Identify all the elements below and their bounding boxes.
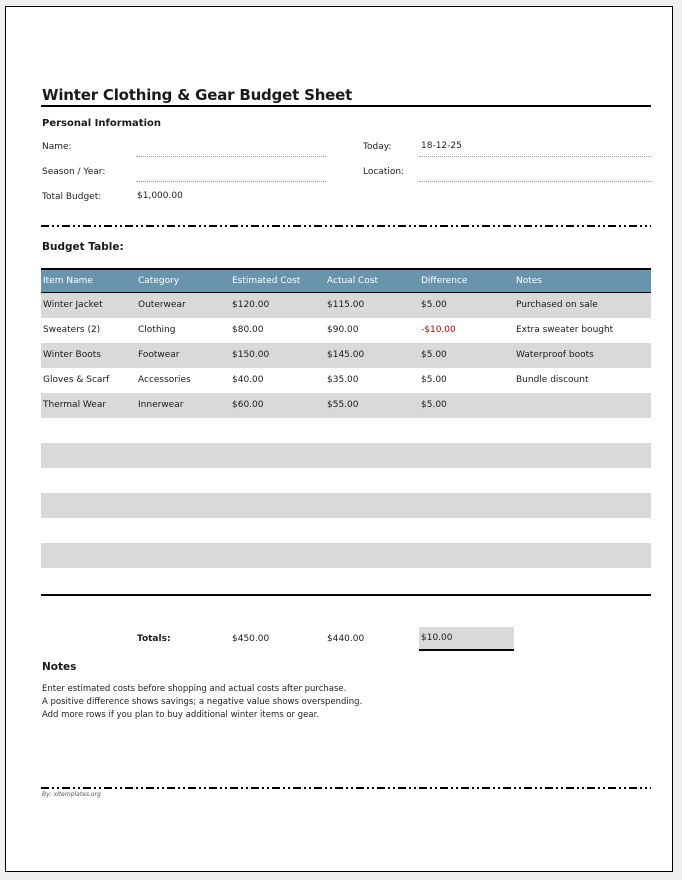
table-row-empty[interactable]: [41, 418, 651, 443]
category-cell[interactable]: Outerwear: [138, 300, 186, 310]
item-name-cell[interactable]: Winter Boots: [43, 350, 101, 360]
column-header-actual-cost: Actual Cost: [327, 276, 379, 286]
season-label: Season / Year:: [42, 167, 106, 177]
estimated-cost-cell[interactable]: $80.00: [232, 325, 264, 335]
notes-heading: Notes: [42, 661, 77, 673]
category-cell[interactable]: Accessories: [138, 375, 191, 385]
item-name-cell[interactable]: Thermal Wear: [43, 400, 107, 410]
difference-cell[interactable]: $5.00: [421, 375, 447, 385]
table-header-row: [41, 268, 651, 293]
actual-cost-cell[interactable]: $115.00: [327, 300, 365, 310]
season-field-line[interactable]: [136, 181, 326, 182]
actual-cost-cell[interactable]: $55.00: [327, 400, 359, 410]
difference-cell[interactable]: $5.00: [421, 300, 447, 310]
table-row[interactable]: [41, 293, 651, 318]
credit-text: By: xltemplates.org: [42, 791, 101, 798]
today-field-line[interactable]: [419, 156, 651, 157]
table-row-empty[interactable]: [41, 443, 651, 468]
note-line: Enter estimated costs before shopping and actual costs after purchase.: [42, 684, 347, 694]
table-row-empty[interactable]: [41, 468, 651, 493]
actual-cost-cell[interactable]: $35.00: [327, 375, 359, 385]
estimated-cost-cell[interactable]: $40.00: [232, 375, 264, 385]
total-budget-label: Total Budget:: [42, 192, 102, 202]
item-name-cell[interactable]: Sweaters (2): [43, 325, 101, 335]
total-budget-value[interactable]: $1,000.00: [137, 191, 183, 201]
totals-label: Totals:: [137, 634, 171, 644]
notes-cell[interactable]: Bundle discount: [516, 375, 589, 385]
table-row[interactable]: [41, 318, 651, 343]
column-header-notes: Notes: [516, 276, 542, 286]
budget-table: [41, 268, 651, 568]
item-name-cell[interactable]: Gloves & Scarf: [43, 375, 110, 385]
note-line: Add more rows if you plan to buy additional winter items or gear.: [42, 710, 320, 720]
estimated-cost-cell[interactable]: $120.00: [232, 300, 270, 310]
difference-cell[interactable]: $5.00: [421, 400, 447, 410]
difference-cell-negative[interactable]: -$10.00: [421, 325, 456, 335]
estimated-cost-cell[interactable]: $60.00: [232, 400, 264, 410]
today-label: Today:: [363, 142, 392, 152]
total-actual-cost: $440.00: [327, 634, 365, 644]
table-row[interactable]: [41, 368, 651, 393]
estimated-cost-cell[interactable]: $150.00: [232, 350, 270, 360]
item-name-cell[interactable]: Winter Jacket: [43, 300, 103, 310]
table-row-empty[interactable]: [41, 493, 651, 518]
column-header-difference: Difference: [421, 276, 468, 286]
table-bottom-rule: [41, 594, 651, 596]
today-value[interactable]: 18-12-25: [421, 141, 462, 151]
notes-cell[interactable]: Extra sweater bought: [516, 325, 614, 335]
table-row[interactable]: [41, 393, 651, 418]
personal-info-heading: Personal Information: [42, 118, 161, 129]
name-field-line[interactable]: [136, 156, 326, 157]
total-difference: $10.00: [421, 633, 453, 643]
document-title: Winter Clothing & Gear Budget Sheet: [42, 86, 353, 104]
table-row[interactable]: [41, 343, 651, 368]
note-line: A positive difference shows savings; a negative value shows overspending.: [42, 697, 363, 707]
notes-cell[interactable]: Waterproof boots: [516, 350, 594, 360]
column-header-category: Category: [138, 276, 180, 286]
section-divider: [41, 225, 651, 227]
category-cell[interactable]: Footwear: [138, 350, 180, 360]
budget-table-heading: Budget Table:: [42, 241, 124, 253]
actual-cost-cell[interactable]: $145.00: [327, 350, 365, 360]
total-difference-box: [419, 627, 514, 651]
category-cell[interactable]: Innerwear: [138, 400, 184, 410]
column-header-estimated-cost: Estimated Cost: [232, 276, 301, 286]
document-page: [5, 6, 673, 872]
name-label: Name:: [42, 142, 72, 152]
notes-cell[interactable]: Purchased on sale: [516, 300, 598, 310]
location-field-line[interactable]: [419, 181, 651, 182]
difference-cell[interactable]: $5.00: [421, 350, 447, 360]
table-row-empty[interactable]: [41, 543, 651, 568]
total-estimated-cost: $450.00: [232, 634, 270, 644]
footer-divider: [41, 787, 651, 789]
actual-cost-cell[interactable]: $90.00: [327, 325, 359, 335]
category-cell[interactable]: Clothing: [138, 325, 176, 335]
location-label: Location:: [363, 167, 405, 177]
title-underline: [41, 105, 651, 107]
column-header-item-name: Item Name: [43, 276, 93, 286]
table-row-empty[interactable]: [41, 518, 651, 543]
